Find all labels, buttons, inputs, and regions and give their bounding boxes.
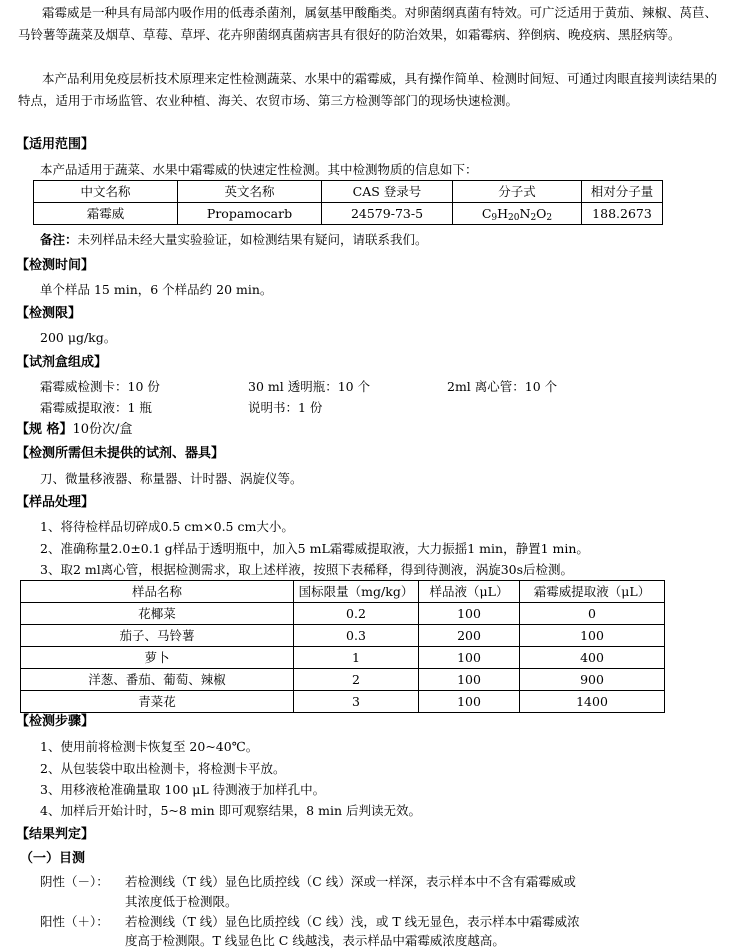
cell-sample: 洋葱、番茄、葡萄、辣椒: [21, 669, 294, 691]
result-heading: 【结果判定】: [16, 827, 95, 842]
scope-heading: 【适用范围】: [16, 137, 95, 152]
sample-step-1: 1、将待检样品切碎成0.5 cm×0.5 cm大小。: [40, 519, 294, 534]
time-text: 单个样品 15 min，6 个样品约 20 min。: [40, 282, 273, 297]
cell-sample: 萝卜: [21, 647, 294, 669]
detect-step-1: 1、使用前将检测卡恢复至 20~40℃。: [40, 739, 259, 754]
header-sample-name: 样品名称: [21, 581, 294, 603]
cell-en-name: Propamocarb: [178, 203, 322, 225]
sample-step-3: 3、取2 ml离心管，根据检测需求，取上述样液，按照下表稀释，得到待测液，涡旋30s后检测。: [40, 562, 574, 577]
detect-step-3: 3、用移液枪准确量取 100 μL 待测液于加样孔中。: [40, 782, 326, 797]
kit-item-extract: 霜霉威提取液：1 瓶: [40, 400, 152, 415]
intro-paragraph-1: 霜霉威是一种具有局部内吸作用的低毒杀菌剂，属氨基甲酸酯类。对卵菌纲真菌有特效。可广泛适用于黄茄、辣椒、莴苣、马铃薯等蔬菜及烟草、草莓、草坪、花卉卵菌纲真菌病害具有很好的防治效果，如霜霉病、猝倒病、晚疫病、黑胫病等。: [18, 5, 718, 42]
cell-sample-volume: 200: [419, 625, 520, 647]
tools-heading: 【检测所需但未提供的试剂、器具】: [16, 446, 225, 461]
cell-limit: 1: [294, 647, 419, 669]
table-row: [21, 691, 665, 713]
table-row: [21, 603, 665, 625]
cell-sample-volume: 100: [419, 603, 520, 625]
cell-sample: 花椰菜: [21, 603, 294, 625]
negative-label: 阴性（－）：: [40, 874, 109, 889]
kit-item-manual: 说明书：1 份: [248, 400, 323, 415]
table-row: [21, 647, 665, 669]
steps-heading: 【检测步骤】: [16, 714, 95, 729]
cell-sample-volume: 100: [419, 691, 520, 713]
limit-text: 200 μg/kg。: [40, 330, 117, 345]
note-label: 备注：: [40, 232, 78, 247]
cell-sample: 青菜花: [21, 691, 294, 713]
cell-mw: 188.2673: [582, 203, 663, 225]
time-heading: 【检测时间】: [16, 258, 95, 273]
cell-sample: 茄子、马铃薯: [21, 625, 294, 647]
cell-sample-volume: 100: [419, 647, 520, 669]
header-formula: 分子式: [453, 181, 582, 203]
header-cn-name: 中文名称: [34, 181, 178, 203]
spec-text: 10份次/盒: [72, 422, 133, 437]
header-mw: 相对分子量: [582, 181, 663, 203]
header-sample-volume: 样品液（μL）: [419, 581, 520, 603]
kit-item-card: 霜霉威检测卡：10 份: [40, 379, 160, 394]
limit-heading: 【检测限】: [16, 306, 82, 321]
table-row: [21, 669, 665, 691]
cell-extract-volume: 0: [520, 603, 665, 625]
substance-table-header: [34, 181, 663, 203]
cell-cn-name: 霜霉威: [34, 203, 178, 225]
substance-table-row: [34, 203, 663, 225]
header-en-name: 英文名称: [178, 181, 322, 203]
dilution-table-header: [21, 581, 665, 603]
substance-table: [33, 180, 663, 225]
cell-formula: $C_9H_{20}N_2O_2$: [453, 203, 582, 225]
detect-step-4: 4、加样后开始计时，5~8 min 即可观察结果，8 min 后判读无效。: [40, 803, 421, 818]
note-text: 未列样品未经大量实验验证，如检测结果有疑问，请联系我们。: [77, 232, 428, 247]
cell-extract-volume: 400: [520, 647, 665, 669]
cell-cas: 24579-73-5: [322, 203, 453, 225]
cell-limit: 0.2: [294, 603, 419, 625]
positive-text-1: 若检测线（T 线）显色比质控线（C 线）浅，或 T 线无显色，表示样本中霜霉威浓: [125, 914, 580, 929]
positive-text-2: 度高于检测限。T 线显色比 C 线越浅，表示样品中霜霉威浓度越高。: [125, 933, 505, 948]
sample-heading: 【样品处理】: [16, 495, 95, 510]
negative-text-2: 其浓度低于检测限。: [125, 894, 238, 909]
result-subheading: （一）目测: [20, 851, 86, 866]
header-extract-volume: 霜霉威提取液（μL）: [520, 581, 665, 603]
cell-limit: 0.3: [294, 625, 419, 647]
negative-text-1: 若检测线（T 线）显色比质控线（C 线）深或一样深，表示样本中不含有霜霉威或: [125, 874, 576, 889]
cell-limit: 2: [294, 669, 419, 691]
spec-line: [16, 420, 132, 440]
cell-extract-volume: 900: [520, 669, 665, 691]
cell-extract-volume: 1400: [520, 691, 665, 713]
tools-text: 刀、微量移液器、称量器、计时器、涡旋仪等。: [40, 471, 303, 486]
cell-sample-volume: 100: [419, 669, 520, 691]
intro-paragraph-2: 本产品利用免疫层析技术原理来定性检测蔬菜、水果中的霜霉威，具有操作简单、检测时间短、可通过肉眼直接判读结果的特点，适用于市场监管、农业种植、海关、农贸市场、第三方检测等部门的现场快速检测。: [18, 71, 718, 108]
cell-limit: 3: [294, 691, 419, 713]
kit-heading: 【试剂盒组成】: [16, 355, 108, 370]
table-row: [21, 625, 665, 647]
kit-item-tube: 2ml 离心管：10 个: [447, 379, 558, 394]
kit-item-bottle: 30 ml 透明瓶：10 个: [248, 379, 371, 394]
header-cas: CAS 登录号: [322, 181, 453, 203]
positive-label: 阳性（＋）：: [40, 914, 109, 929]
dilution-table: [20, 580, 665, 713]
header-limit: 国标限量（mg/kg）: [294, 581, 419, 603]
detect-step-2: 2、从包装袋中取出检测卡，将检测卡平放。: [40, 761, 286, 776]
scope-note: [40, 230, 428, 250]
spec-heading: 【规 格】: [16, 422, 73, 437]
scope-text: 本产品适用于蔬菜、水果中霜霉威的快速定性检测。其中检测物质的信息如下：: [40, 162, 478, 177]
cell-extract-volume: 100: [520, 625, 665, 647]
sample-step-2: 2、准确称量2.0±0.1 g样品于透明瓶中，加入5 mL霜霉威提取液，大力振摇1 min，静置1 min。: [40, 541, 589, 556]
